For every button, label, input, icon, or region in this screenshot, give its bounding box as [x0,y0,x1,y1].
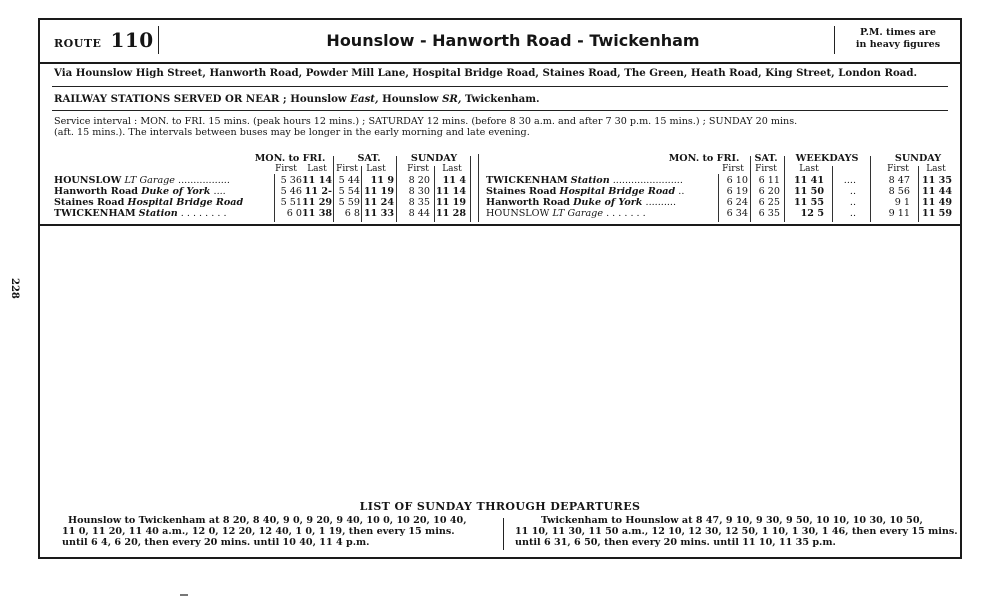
inbound-row [486,209,646,220]
subheader-first: First [407,164,429,174]
subheader-last: Last [799,164,819,174]
time-cell: 11 41 [793,175,824,186]
time-cell: 6 34 [726,208,748,219]
station-hounslow-east: Hounslow [290,93,347,105]
departures-line: 11 0, 11 20, 11 40 a.m., 12 0, 12 20, 12 40, 1 0, 1 19, then every 15 mins. [62,526,455,537]
time-cell: 11 33 [363,208,394,219]
inbound-timetable [486,154,956,224]
subheader-first: First [887,164,909,174]
stop-detail: Hospital Bridge Road [127,197,244,208]
leader-dots: .. [678,186,685,197]
station-east-tag: East, [350,93,379,105]
stop-name: TWICKENHAM [486,175,568,186]
time-cell: 6 0 [286,208,302,219]
divider [52,110,948,111]
sunday-list-title: LIST OF SUNDAY THROUGH DEPARTURES [359,500,641,513]
time-cell: .. [849,186,856,197]
stop-name: HOUNSLOW [486,208,550,219]
subheader-last: Last [442,164,462,174]
outbound-row [54,176,230,187]
pm-times-note [846,27,950,51]
time-cell: 11 35 [921,175,952,186]
table-separator [478,154,479,222]
sunday-departures-outbound [62,515,467,548]
leader-dots: ....................... [612,175,683,186]
stop-name: Hanworth Road [54,186,139,197]
time-cell: 11 24 [363,197,394,208]
page-number: 228 [9,278,20,299]
col-header-monfri: MON. to FRI. [254,153,326,164]
time-cell: 11 55 [793,197,824,208]
col-header-weekdays: WEEKDAYS [795,153,859,164]
time-cell: .. [849,208,856,219]
subheader-last: Last [926,164,946,174]
subheader-first: First [336,164,358,174]
outbound-row [54,209,227,220]
time-cell: 11 19 [363,186,394,197]
time-cell: 6 11 [758,175,780,186]
time-cell: 6 24 [726,197,748,208]
subheader-first: First [755,164,777,174]
pm-note-line1: P.M. times are [860,27,936,38]
service-interval [54,116,954,138]
col-header-sat: SAT. [754,153,778,164]
outbound-timetable [54,154,484,224]
time-cell: 8 20 [408,175,430,186]
railway-label: RAILWAY STATIONS SERVED OR NEAR ; [54,93,287,105]
departures-line: until 6 4, 6 20, then every 20 mins. until 10 40, 11 4 p.m. [62,537,370,548]
time-cell: 12 5 [800,208,824,219]
subheader-last: Last [307,164,327,174]
outbound-row [54,198,243,209]
stop-detail: Duke of York [141,186,211,197]
time-cell: 5 59 [338,197,360,208]
time-cell: 8 56 [888,186,910,197]
stop-name: Hanworth Road [486,197,571,208]
time-cell: 5 44 [338,175,360,186]
route-header [40,20,960,64]
stop-name: HOUNSLOW [54,175,122,186]
stop-name: TWICKENHAM [54,208,136,219]
time-cell: 9 1 [894,197,910,208]
time-cell: 11 38 [302,208,333,219]
stop-detail: Duke of York [573,197,643,208]
time-cell: 6 8 [344,208,360,219]
subheader-last: Last [366,164,386,174]
time-cell: 9 11 [888,208,910,219]
time-cell: 6 35 [758,208,780,219]
time-cell: 5 36 [280,175,302,186]
col-header-monfri: MON. to FRI. [668,153,740,164]
inbound-row [486,187,684,198]
route-label: ROUTE [54,37,102,50]
leader-dots: .... [213,186,226,197]
stop-name: Staines Road [54,197,125,208]
leader-dots: ................. [178,175,230,186]
time-cell: 6 10 [726,175,748,186]
time-cell: 11 14 [435,186,466,197]
time-cell: 11 59 [921,208,952,219]
time-cell: 11 44 [921,186,952,197]
time-cell: 5 54 [338,186,360,197]
departures-line: Hounslow to Twickenham at 8 20, 8 40, 9 0, 9 20, 9 40, 10 0, 10 20, 10 40, [68,515,467,526]
time-cell: 8 30 [408,186,430,197]
time-cell: 11 50 [793,186,824,197]
time-cell: 11 29 [302,197,333,208]
outbound-row [54,187,226,198]
time-cell: 8 44 [408,208,430,219]
time-cell: 11 14 [302,175,333,186]
departures-line: Twickenham to Hounslow at 8 47, 9 10, 9 30, 9 50, 10 10, 10 30, 10 50, [541,515,923,526]
departures-divider [503,518,504,550]
subheader-first: First [275,164,297,174]
subheader-first: First [722,164,744,174]
pm-note-line2: in heavy figures [855,39,941,50]
time-cell: .. [849,197,856,208]
timetable-sheet [38,18,962,559]
station-twickenham: Twickenham. [464,93,540,105]
time-cell: 8 35 [408,197,430,208]
sunday-departures-inbound [515,515,958,548]
time-cell: 5 46 [280,186,302,197]
column-rule [870,156,871,222]
col-header-sunday: SUNDAY [894,153,942,164]
inbound-row [486,176,683,187]
departures-line: until 6 31, 6 50, then every 20 mins. until 11 10, 11 35 p.m. [515,537,836,548]
stop-detail: LT Garage [552,208,603,219]
stop-name: Staines Road [486,186,557,197]
via-route-text: Via Hounslow High Street, Hanworth Road, Powder Mill Lane, Hospital Bridge Road, Staines Road, The Green, Heath Road, King Street, London Road. [54,67,918,79]
stop-detail: LT Garage [124,175,175,186]
leader-dots: . . . . . . . . [180,208,227,219]
time-cell: 11 49 [921,197,952,208]
stop-detail: Station [570,175,610,186]
departures-line: 11 10, 11 30, 11 50 a.m., 12 10, 12 30, 12 50, 1 10, 1 30, 1 46, then every 15 mins. [515,526,958,537]
time-cell: 8 47 [888,175,910,186]
col-header-sat: SAT. [357,153,381,164]
railway-stations [54,93,540,105]
time-cell: 11 4 [442,175,466,186]
time-cell: 5 51 [280,197,302,208]
column-rule [470,156,471,222]
service-interval-line1: Service interval : MON. to FRI. 15 mins. (peak hours 12 mins.) ; SATURDAY 12 mins. (before 8 30 a.m. and after 7 30 p.m. 15 mins.) ; SUNDAY 20 mins. [54,116,798,127]
time-cell: 11 9 [370,175,394,186]
section-divider [40,224,960,226]
divider [52,86,948,87]
stop-detail: Station [138,208,178,219]
time-cell: 11 2- [304,186,332,197]
time-cell: 6 25 [758,197,780,208]
route-number: 110 [110,28,154,52]
time-cell: 11 28 [435,208,466,219]
route-title: Hounslow - Hanworth Road - Twickenham [326,31,700,50]
header-divider-right [834,26,835,54]
station-sr-tag: SR, [442,93,462,105]
time-cell: 6 19 [726,186,748,197]
col-header-sunday: SUNDAY [410,153,458,164]
time-cell: 6 20 [758,186,780,197]
leader-dots: . . . . . . . [606,208,646,219]
leader-dots: .......... [645,197,677,208]
inbound-row [486,198,676,209]
scan-mark [180,594,188,596]
time-cell: 11 19 [435,197,466,208]
time-cell: .... [843,175,856,186]
route-badge [54,28,154,52]
station-hounslow-sr: Hounslow [382,93,439,105]
service-interval-line2: (aft. 15 mins.). The intervals between buses may be longer in the early morning and late evening. [54,127,530,138]
header-divider-left [158,26,159,54]
stop-detail: Hospital Bridge Road [559,186,676,197]
